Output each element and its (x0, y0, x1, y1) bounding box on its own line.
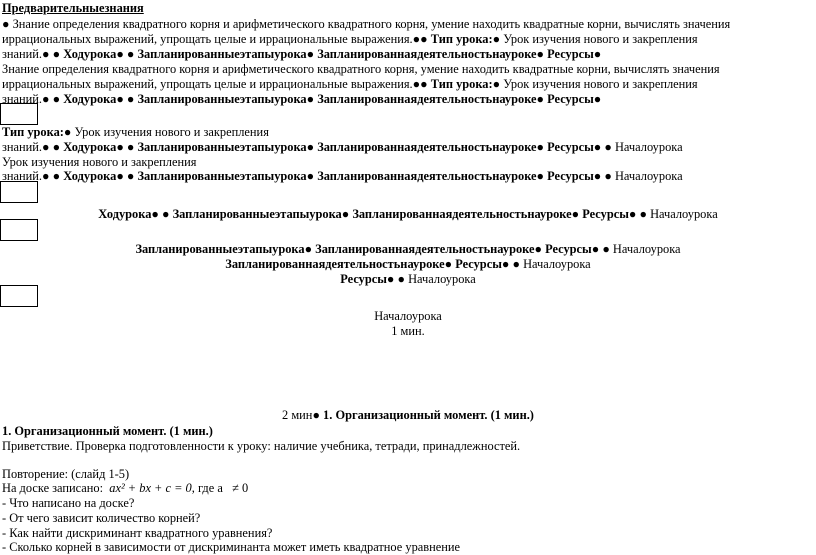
org-moment-center-line: 2 мин● 1. Организационный момент. (1 мин.) (282, 408, 534, 422)
goal-line-1b: Знание определения квадратного корня и арифметического квадратного корня, умение находить квадратные корни, вычислять значения (2, 62, 720, 76)
summary-line-2: знаний.● ● Ходурока● ● Запланированныеэтапыурока● Запланированнаядеятельностьнауроке● Ресурсы● (2, 92, 602, 106)
goal-line-2: иррациональных выражений, упрощать целые и иррациональные выражения.●● Тип урока:● Урок изучения нового и закрепления (2, 32, 698, 46)
lesson-type-value-line: Урок изучения нового и закрепления (2, 155, 197, 169)
start-label: Началоурока (374, 309, 442, 323)
board-line: На доске записано: ax² + bx + c = 0, где a ≠ 0 (2, 481, 249, 495)
summary-line-1: знаний.● ● Ходурока● ● Запланированныеэтапыурока● Запланированнаядеятельностьнауроке● Ресурсы● (2, 47, 602, 61)
stages-summary-line: Запланированныеэтапыурока● Запланированнаядеятельностьнауроке● Ресурсы● ● Началоурока (135, 242, 681, 256)
empty-box-1 (0, 103, 38, 125)
not-equal-zero: ≠ 0 (232, 481, 249, 495)
course-summary-line: Ходурока● ● Запланированныеэтапыурока● Запланированнаядеятельностьнауроке● Ресурсы● ● Началоурока (98, 207, 718, 221)
summary-line-4: знаний.● ● Ходурока● ● Запланированныеэтапыурока● Запланированнаядеятельностьнауроке● Ресурсы● ● Началоурока (2, 169, 683, 183)
empty-box-2 (0, 181, 38, 203)
question-2: - От чего зависит количество корней? (2, 511, 201, 525)
greeting-line: Приветствие. Проверка подготовленности к уроку: наличие учебника, тетради, принадлежностей. (2, 439, 521, 453)
lesson-type-line: Тип урока:● Урок изучения нового и закрепления (2, 125, 269, 139)
org-moment-heading: 1. Организационный момент. (1 мин.) (2, 424, 213, 438)
quadratic-formula: ax² + bx + c = 0 (109, 481, 192, 495)
page-heading: Предварительныезнания (2, 1, 144, 15)
question-1: - Что написано на доске? (2, 496, 135, 510)
empty-box-4 (0, 285, 38, 307)
repetition-line: Повторение: (слайд 1-5) (2, 467, 130, 481)
activity-summary-line: Запланированнаядеятельностьнауроке● Ресурсы● ● Началоурока (225, 257, 591, 271)
goal-line-2b: иррациональных выражений, упрощать целые и иррациональные выражения.●● Тип урока:● Урок изучения нового и закрепления (2, 77, 698, 91)
resources-summary-line: Ресурсы● ● Началоурока (340, 272, 476, 286)
question-4: - Сколько корней в зависимости от дискриминанта может иметь квадратное уравнение (2, 540, 461, 554)
summary-line-3: знаний.● ● Ходурока● ● Запланированныеэтапыурока● Запланированнаядеятельностьнауроке● Ресурсы● ● Началоурока (2, 140, 683, 154)
empty-box-3 (0, 219, 38, 241)
goal-line-1: ● Знание определения квадратного корня и арифметического квадратного корня, умение находить квадратные корни, вычислять значения (2, 17, 731, 31)
one-min-label: 1 мин. (391, 324, 425, 338)
question-3: - Как найти дискриминант квадратного уравнения? (2, 526, 273, 540)
